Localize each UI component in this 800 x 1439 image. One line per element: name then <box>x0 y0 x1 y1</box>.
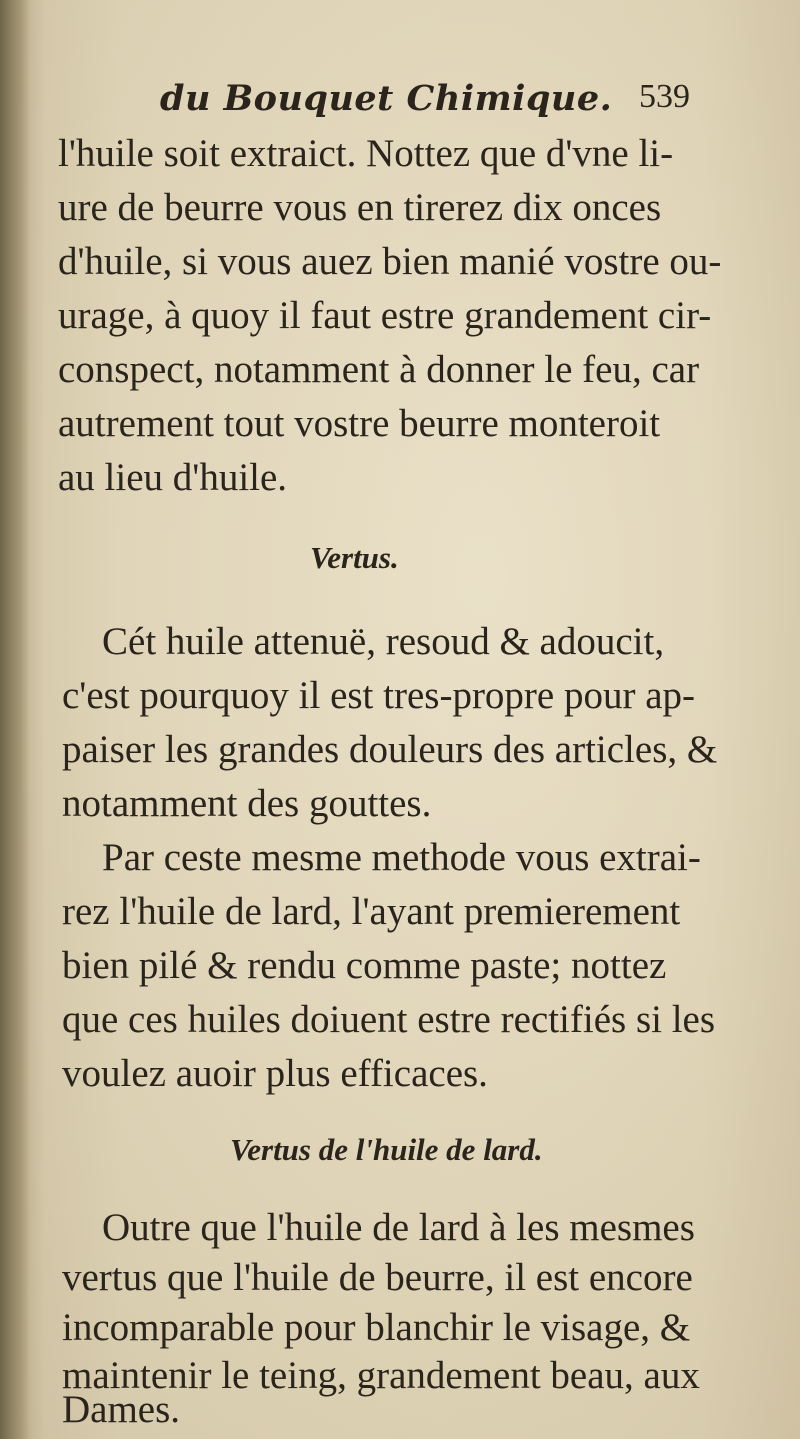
text-line: conspect, notamment à donner le feu, car <box>58 348 700 391</box>
text-line: Par ceste mesme methode vous extrai- <box>102 836 701 879</box>
text-line: Cét huile attenuë, resoud & adoucit, <box>102 620 665 663</box>
page-number: 539 <box>639 78 690 115</box>
text-line: Dames. <box>62 1388 181 1431</box>
text-line: paiser les grandes douleurs des articles, & <box>62 728 718 771</box>
page-header <box>160 78 690 128</box>
page-gutter-shadow <box>0 0 30 1439</box>
running-title: du Bouquet Chimique. <box>160 78 613 119</box>
section-heading: Vertus de l'huile de lard. <box>230 1132 543 1167</box>
text-line: maintenir le teing, grandement beau, aux <box>62 1354 700 1397</box>
text-line: voulez auoir plus efficaces. <box>62 1052 488 1095</box>
text-line: d'huile, si vous auez bien manié vostre ou- <box>58 240 722 283</box>
text-line: notamment des gouttes. <box>62 782 432 825</box>
text-line: urage, à quoy il faut estre grandement cir- <box>58 294 712 337</box>
text-line: rez l'huile de lard, l'ayant premierement <box>62 890 681 933</box>
text-line: bien pilé & rendu comme paste; nottez <box>62 944 667 987</box>
text-line: ure de beurre vous en tirerez dix onces <box>58 186 662 229</box>
section-heading: Vertus. <box>310 540 399 575</box>
text-line: l'huile soit extraict. Nottez que d'vne li- <box>58 132 674 175</box>
text-line: au lieu d'huile. <box>58 456 288 499</box>
text-line: Outre que l'huile de lard à les mesmes <box>102 1206 695 1249</box>
text-line: autrement tout vostre beurre monteroit <box>58 402 661 445</box>
text-line: vertus que l'huile de beurre, il est encore <box>62 1256 693 1299</box>
text-line: c'est pourquoy il est tres-propre pour ap- <box>62 674 696 717</box>
text-line: incomparable pour blanchir le visage, & <box>62 1306 691 1349</box>
text-line: que ces huiles doiuent estre rectifiés si les <box>62 998 716 1041</box>
